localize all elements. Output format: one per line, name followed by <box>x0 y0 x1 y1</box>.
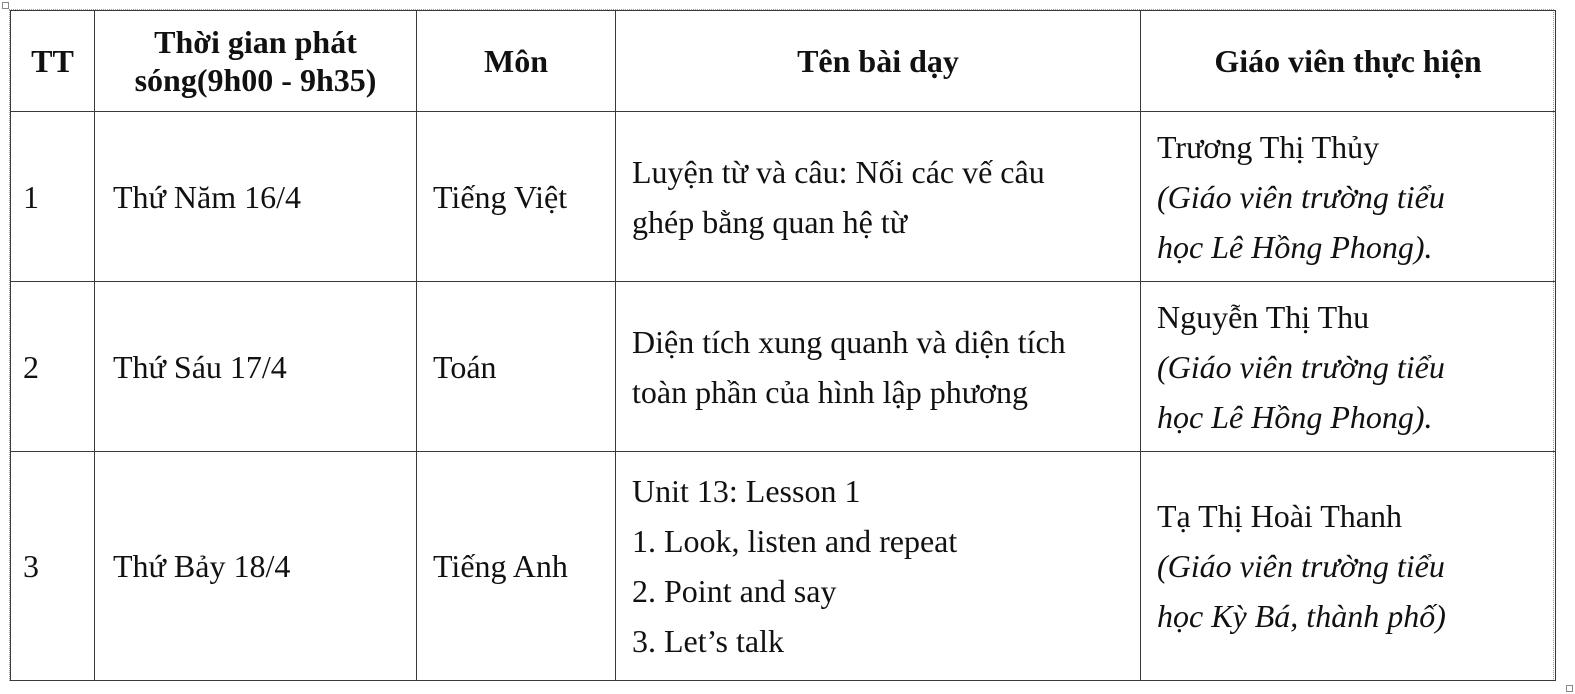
teacher-note-line: học Lê Hồng Phong). <box>1157 398 1433 435</box>
cell-lesson <box>616 282 1141 452</box>
cell-lesson <box>616 452 1141 681</box>
lesson-line: 1. Look, listen and repeat <box>632 523 958 559</box>
cell-tt: 2 <box>11 282 95 452</box>
header-subject: Môn <box>417 11 616 112</box>
cell-subject: Tiếng Việt <box>417 112 616 282</box>
teacher-name: Tạ Thị Hoài Thanh <box>1157 498 1402 534</box>
cell-tt: 1 <box>11 112 95 282</box>
cell-teacher <box>1141 282 1556 452</box>
header-broadcast-time <box>95 11 417 112</box>
cell-subject: Tiếng Anh <box>417 452 616 681</box>
teacher-name: Trương Thị Thủy <box>1157 128 1380 165</box>
lesson-line: 2. Point and say <box>632 573 837 609</box>
table-header-row <box>11 11 1556 112</box>
cell-subject: Toán <box>417 282 616 452</box>
cell-date: Thứ Bảy 18/4 <box>95 452 417 681</box>
teacher-note-line: học Lê Hồng Phong). <box>1157 228 1433 265</box>
lesson-line: ghép bằng quan hệ từ <box>632 203 908 240</box>
teacher-note-line: học Kỳ Bá, thành phố) <box>1157 598 1446 634</box>
header-lesson: Tên bài dạy <box>616 11 1141 112</box>
header-tt: TT <box>11 11 95 112</box>
header-time-line-2: sóng(9h00 - 9h35) <box>134 62 377 98</box>
lesson-line: Luyện từ và câu: Nối các vế câu <box>632 153 1045 190</box>
cell-tt: 3 <box>11 452 95 681</box>
teacher-note-line: (Giáo viên trường tiểu <box>1157 348 1445 385</box>
lesson-line: 3. Let’s talk <box>632 623 784 659</box>
lesson-line: Unit 13: Lesson 1 <box>632 473 861 509</box>
table-row <box>11 112 1556 282</box>
teacher-note-line: (Giáo viên trường tiểu <box>1157 548 1445 584</box>
broadcast-schedule-table <box>10 10 1556 681</box>
teacher-note-line: (Giáo viên trường tiểu <box>1157 178 1445 215</box>
cell-lesson <box>616 112 1141 282</box>
cell-teacher <box>1141 452 1556 681</box>
cell-date: Thứ Năm 16/4 <box>95 112 417 282</box>
resize-handle-bottom-right[interactable] <box>1566 685 1573 692</box>
cell-date: Thứ Sáu 17/4 <box>95 282 417 452</box>
teacher-name: Nguyễn Thị Thu <box>1157 298 1370 335</box>
lesson-line: toàn phần của hình lập phương <box>632 373 1028 410</box>
header-teacher: Giáo viên thực hiện <box>1141 11 1556 112</box>
table-row <box>11 282 1556 452</box>
document-page <box>9 9 1554 681</box>
resize-handle-top-left[interactable] <box>2 2 9 9</box>
lesson-line: Diện tích xung quanh và diện tích <box>632 323 1066 360</box>
table-row <box>11 452 1556 681</box>
header-time-line-1: Thời gian phát <box>154 24 357 60</box>
cell-teacher <box>1141 112 1556 282</box>
